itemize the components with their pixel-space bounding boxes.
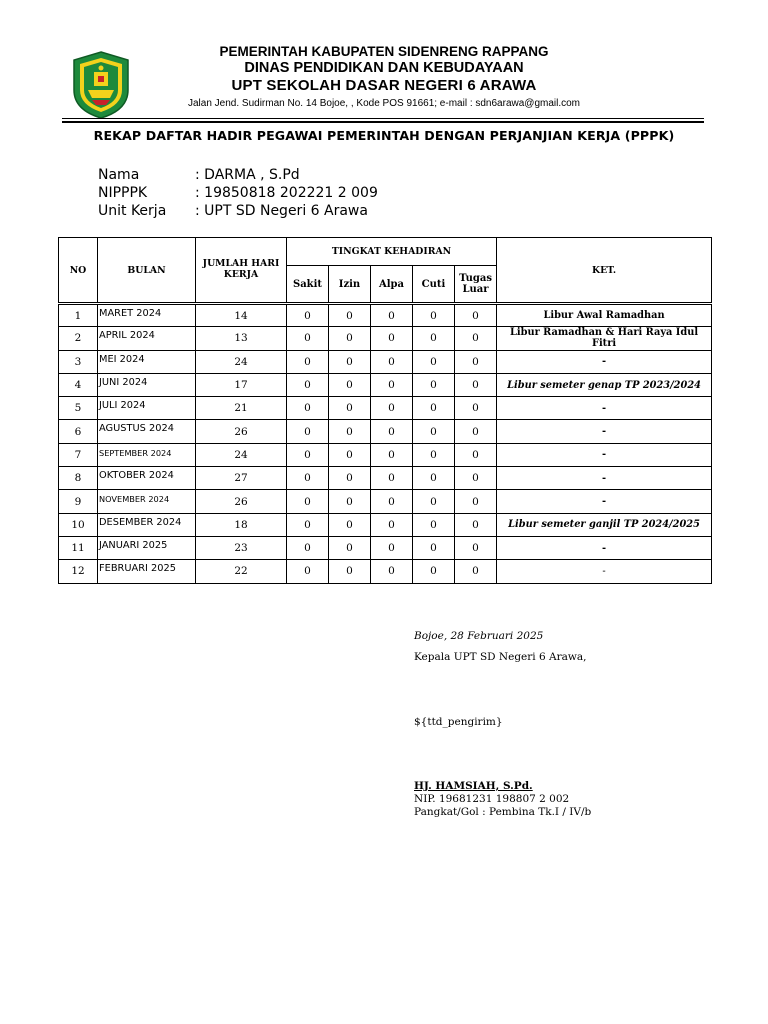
table-row xyxy=(59,490,712,513)
place-date: Bojoe, 28 Februari 2025 xyxy=(414,630,544,642)
cell-sakit: 0 xyxy=(287,467,329,490)
identity-label: Nama xyxy=(98,167,140,183)
cell-tugas-luar: 0 xyxy=(455,397,497,420)
cell-ket: - xyxy=(497,443,712,466)
cell-ket: - xyxy=(497,490,712,513)
cell-sakit: 0 xyxy=(287,373,329,396)
table-row xyxy=(59,513,712,536)
cell-bulan: JUNI 2024 xyxy=(98,373,196,396)
cell-jumlah: 17 xyxy=(196,373,287,396)
letterhead-department: DINAS PENDIDIKAN DAN KEBUDAYAAN xyxy=(244,60,524,76)
cell-bulan: AGUSTUS 2024 xyxy=(98,420,196,443)
document-title: REKAP DAFTAR HADIR PEGAWAI PEMERINTAH DENGAN PERJANJIAN KERJA (PPPK) xyxy=(93,128,675,143)
table-row xyxy=(59,373,712,396)
cell-no: 12 xyxy=(59,560,98,583)
cell-alpa: 0 xyxy=(371,467,413,490)
cell-izin: 0 xyxy=(329,536,371,559)
employee-identity xyxy=(98,166,378,220)
cell-tugas-luar: 0 xyxy=(455,327,497,350)
cell-sakit: 0 xyxy=(287,490,329,513)
header-tugas-luar: Tugas Luar xyxy=(455,266,497,304)
cell-jumlah: 27 xyxy=(196,467,287,490)
cell-ket: - xyxy=(497,350,712,373)
identity-row-name xyxy=(98,166,378,184)
cell-no: 11 xyxy=(59,536,98,559)
cell-izin: 0 xyxy=(329,373,371,396)
cell-tugas-luar: 0 xyxy=(455,373,497,396)
cell-sakit: 0 xyxy=(287,513,329,536)
cell-sakit: 0 xyxy=(287,420,329,443)
cell-alpa: 0 xyxy=(371,373,413,396)
cell-alpa: 0 xyxy=(371,350,413,373)
cell-no: 1 xyxy=(59,304,98,327)
table-row xyxy=(59,350,712,373)
cell-tugas-luar: 0 xyxy=(455,560,497,583)
signer-name: HJ. HAMSIAH, S.Pd. xyxy=(414,780,533,792)
header-alpa: Alpa xyxy=(371,266,413,304)
table-row xyxy=(59,560,712,583)
cell-ket: - xyxy=(497,560,712,583)
signature-placeholder: ${ttd_pengirim} xyxy=(414,716,503,728)
cell-izin: 0 xyxy=(329,304,371,327)
cell-no: 2 xyxy=(59,327,98,350)
cell-cuti: 0 xyxy=(413,490,455,513)
cell-cuti: 0 xyxy=(413,443,455,466)
cell-jumlah: 23 xyxy=(196,536,287,559)
cell-bulan: FEBRUARI 2025 xyxy=(98,560,196,583)
table-row xyxy=(59,536,712,559)
header-no: NO xyxy=(59,238,98,304)
cell-bulan: MEI 2024 xyxy=(98,350,196,373)
table-row xyxy=(59,420,712,443)
identity-value: : DARMA , S.Pd xyxy=(195,167,300,183)
header-bulan: BULAN xyxy=(98,238,196,304)
cell-no: 9 xyxy=(59,490,98,513)
cell-izin: 0 xyxy=(329,397,371,420)
cell-cuti: 0 xyxy=(413,467,455,490)
cell-sakit: 0 xyxy=(287,397,329,420)
header-ket: KET. xyxy=(497,238,712,304)
cell-ket: Libur semeter genap TP 2023/2024 xyxy=(497,373,712,396)
cell-bulan: APRIL 2024 xyxy=(98,327,196,350)
cell-no: 3 xyxy=(59,350,98,373)
cell-sakit: 0 xyxy=(287,350,329,373)
cell-ket: - xyxy=(497,467,712,490)
identity-value: : 19850818 202221 2 009 xyxy=(195,185,378,201)
cell-cuti: 0 xyxy=(413,560,455,583)
attendance-table xyxy=(58,237,712,584)
cell-bulan: OKTOBER 2024 xyxy=(98,467,196,490)
identity-row-unit xyxy=(98,202,378,220)
cell-tugas-luar: 0 xyxy=(455,420,497,443)
cell-cuti: 0 xyxy=(413,327,455,350)
letterhead-divider-thick xyxy=(62,121,704,123)
identity-row-nipppk xyxy=(98,184,378,202)
signature-block xyxy=(414,630,591,819)
cell-alpa: 0 xyxy=(371,536,413,559)
letterhead xyxy=(150,44,618,112)
cell-sakit: 0 xyxy=(287,304,329,327)
cell-ket: - xyxy=(497,420,712,443)
cell-cuti: 0 xyxy=(413,304,455,327)
cell-ket: Libur Ramadhan & Hari Raya Idul Fitri xyxy=(497,327,712,350)
signer-rank: Pangkat/Gol : Pembina Tk.I / IV/b xyxy=(414,806,592,818)
cell-alpa: 0 xyxy=(371,560,413,583)
cell-sakit: 0 xyxy=(287,560,329,583)
cell-alpa: 0 xyxy=(371,327,413,350)
cell-jumlah: 24 xyxy=(196,443,287,466)
cell-jumlah: 13 xyxy=(196,327,287,350)
regency-crest-icon xyxy=(70,50,132,120)
cell-cuti: 0 xyxy=(413,397,455,420)
cell-ket: - xyxy=(497,397,712,420)
letterhead-school: UPT SEKOLAH DASAR NEGERI 6 ARAWA xyxy=(231,77,537,94)
header-cuti: Cuti xyxy=(413,266,455,304)
cell-jumlah: 22 xyxy=(196,560,287,583)
table-row xyxy=(59,397,712,420)
cell-izin: 0 xyxy=(329,467,371,490)
cell-jumlah: 26 xyxy=(196,420,287,443)
cell-tugas-luar: 0 xyxy=(455,304,497,327)
cell-jumlah: 24 xyxy=(196,350,287,373)
cell-cuti: 0 xyxy=(413,373,455,396)
cell-no: 5 xyxy=(59,397,98,420)
cell-ket: Libur semeter ganjil TP 2024/2025 xyxy=(497,513,712,536)
cell-alpa: 0 xyxy=(371,304,413,327)
cell-izin: 0 xyxy=(329,350,371,373)
cell-tugas-luar: 0 xyxy=(455,536,497,559)
table-row xyxy=(59,327,712,350)
cell-tugas-luar: 0 xyxy=(455,467,497,490)
table-row xyxy=(59,443,712,466)
cell-cuti: 0 xyxy=(413,513,455,536)
letterhead-government: PEMERINTAH KABUPATEN SIDENRENG RAPPANG xyxy=(219,44,549,59)
table-row xyxy=(59,467,712,490)
cell-tugas-luar: 0 xyxy=(455,490,497,513)
header-izin: Izin xyxy=(329,266,371,304)
cell-sakit: 0 xyxy=(287,536,329,559)
cell-izin: 0 xyxy=(329,490,371,513)
cell-jumlah: 14 xyxy=(196,304,287,327)
cell-bulan: SEPTEMBER 2024 xyxy=(98,443,196,466)
cell-sakit: 0 xyxy=(287,443,329,466)
cell-alpa: 0 xyxy=(371,490,413,513)
signer-nip: NIP. 19681231 198807 2 002 xyxy=(414,793,570,805)
cell-sakit: 0 xyxy=(287,327,329,350)
cell-no: 8 xyxy=(59,467,98,490)
cell-tugas-luar: 0 xyxy=(455,350,497,373)
cell-izin: 0 xyxy=(329,420,371,443)
cell-alpa: 0 xyxy=(371,443,413,466)
cell-cuti: 0 xyxy=(413,350,455,373)
cell-jumlah: 18 xyxy=(196,513,287,536)
cell-bulan: JULI 2024 xyxy=(98,397,196,420)
identity-value: : UPT SD Negeri 6 Arawa xyxy=(195,203,368,219)
cell-alpa: 0 xyxy=(371,513,413,536)
cell-jumlah: 26 xyxy=(196,490,287,513)
cell-cuti: 0 xyxy=(413,420,455,443)
cell-bulan: NOVEMBER 2024 xyxy=(98,490,196,513)
cell-bulan: MARET 2024 xyxy=(98,304,196,327)
header-sakit: Sakit xyxy=(287,266,329,304)
cell-tugas-luar: 0 xyxy=(455,513,497,536)
cell-bulan: DESEMBER 2024 xyxy=(98,513,196,536)
identity-label: NIPPPK xyxy=(98,185,148,201)
cell-no: 6 xyxy=(59,420,98,443)
cell-no: 10 xyxy=(59,513,98,536)
cell-cuti: 0 xyxy=(413,536,455,559)
cell-ket: Libur Awal Ramadhan xyxy=(497,304,712,327)
table-row xyxy=(59,304,712,327)
cell-no: 4 xyxy=(59,373,98,396)
cell-jumlah: 21 xyxy=(196,397,287,420)
cell-bulan: JANUARI 2025 xyxy=(98,536,196,559)
cell-izin: 0 xyxy=(329,443,371,466)
cell-izin: 0 xyxy=(329,327,371,350)
cell-ket: - xyxy=(497,536,712,559)
cell-izin: 0 xyxy=(329,560,371,583)
cell-tugas-luar: 0 xyxy=(455,443,497,466)
cell-alpa: 0 xyxy=(371,420,413,443)
header-jumlah-hari-kerja: JUMLAH HARI KERJA xyxy=(196,238,287,304)
letterhead-divider xyxy=(62,118,704,119)
cell-no: 7 xyxy=(59,443,98,466)
letterhead-address: Jalan Jend. Sudirman No. 14 Bojoe, , Kode POS 91661; e-mail : sdn6arawa@gmail.com xyxy=(187,98,581,109)
signer-position: Kepala UPT SD Negeri 6 Arawa, xyxy=(414,651,587,663)
cell-izin: 0 xyxy=(329,513,371,536)
header-tingkat-kehadiran: TINGKAT KEHADIRAN xyxy=(287,238,497,266)
cell-alpa: 0 xyxy=(371,397,413,420)
identity-label: Unit Kerja xyxy=(98,203,167,219)
